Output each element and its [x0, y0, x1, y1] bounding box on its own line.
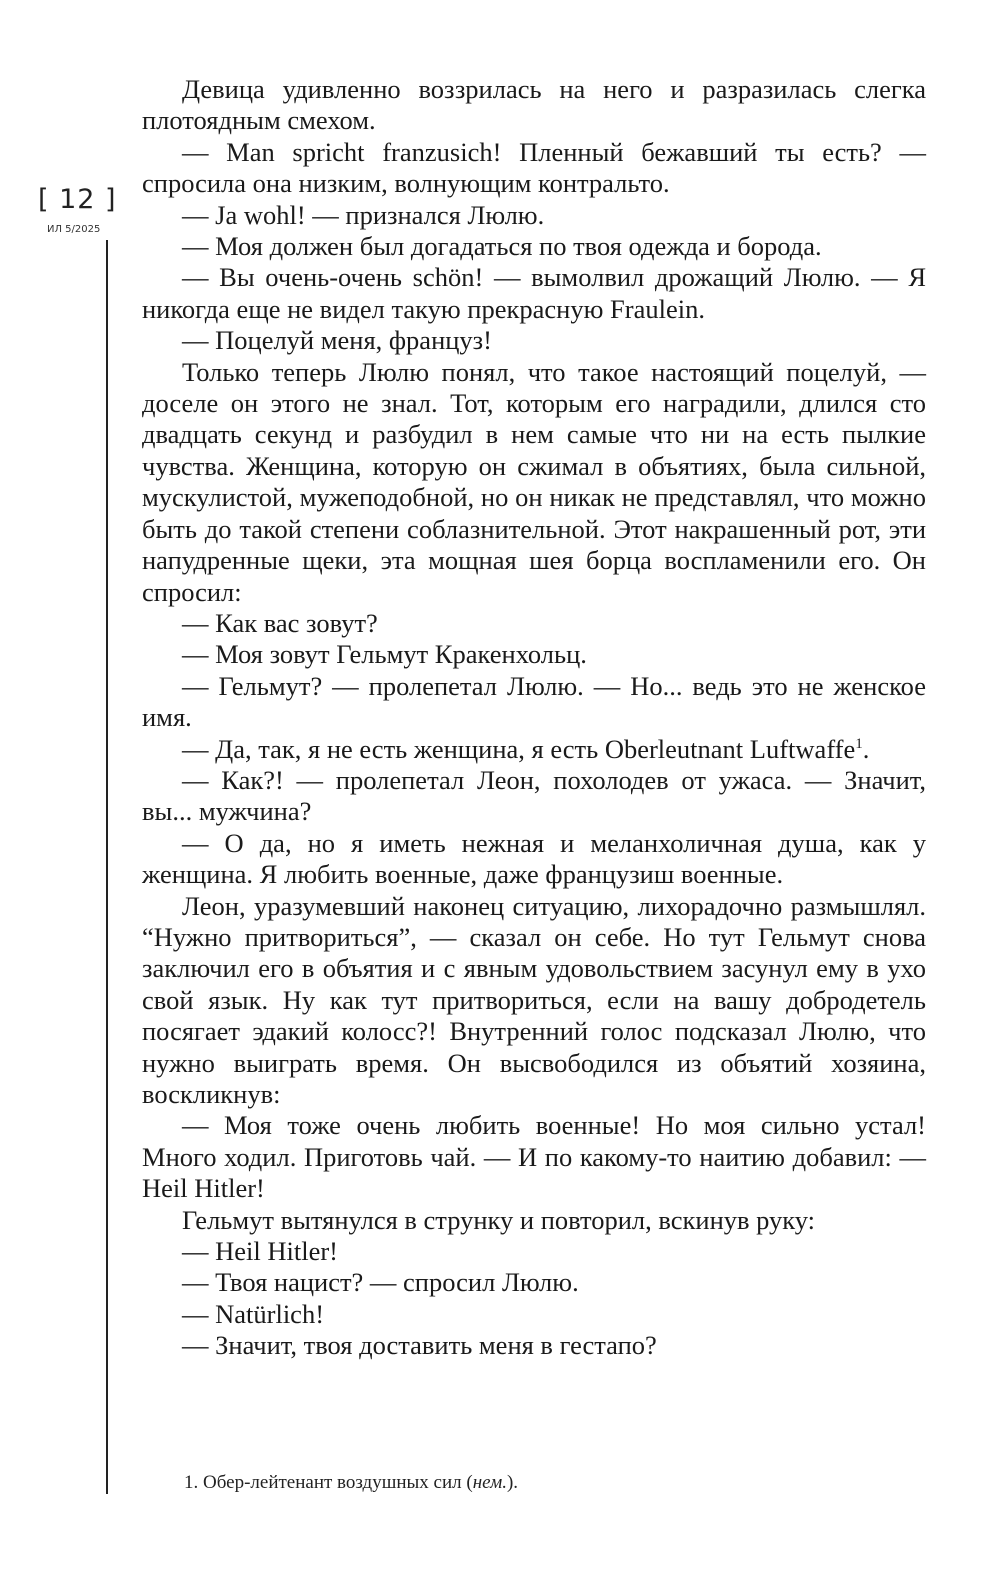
paragraph: Гельмут вытянулся в струнку и повторил, вскинув руку: — [182, 1204, 816, 1235]
paragraph: — Как вас зовут? — [182, 607, 378, 638]
footnote-lang: нем. — [472, 1472, 507, 1493]
paragraph: — Как?! — пролепетал Леон, похолодев от ужаса. — Значит, вы... мужчина? — [142, 764, 926, 827]
paragraph: — О да, но я иметь нежная и меланхоличная душа, как у женщина. Я любить военные, даже французиш военные. — [142, 827, 926, 890]
footnote-close: ). — [506, 1472, 519, 1493]
page-number: [ 12 ] — [38, 184, 117, 215]
paragraph: — Ja wohl! — признался Люлю. — [182, 199, 545, 230]
paragraph-with-footnote — [142, 734, 926, 765]
footnote-marker: 1 — [855, 735, 863, 752]
footnote — [184, 1472, 518, 1494]
paragraph: — Моя должен был догадаться по твоя одежда и борода. — [182, 231, 822, 262]
body-text — [142, 74, 926, 1362]
paragraph-text: — Да, так, я не есть женщина, я есть Oberleutnant Luftwaffe — [182, 733, 856, 764]
paragraph: — Вы очень-очень schön! — вымолвил дрожащий Люлю. — Я никогда еще не видел такую прекрасную Fraulein. — [142, 262, 926, 324]
paragraph: — Моя зовут Гельмут Кракенхольц. — [182, 639, 587, 670]
paragraph: — Моя тоже очень любить военные! Но моя сильно устал! Много ходил. Приготовь чай. — И по какому-то наитию добавил: — Heil Hitler! — [142, 1110, 926, 1204]
paragraph-end: . — [862, 733, 870, 764]
paragraph: Леон, уразумевший наконец ситуацию, лихорадочно размышлял. “Нужно притвориться”, — сказал он себе. Но тут Гельмут снова заключил его в объятия и с явным удовольствием засунул ему в ухо свой язык. Ну как тут притвориться, если на вашу добродетель посягает эдакий колосс?! Внутренний голос подсказал Люлю, что нужно выиграть время. Он высвободился из объятий хозяина, воскликнув: — [142, 890, 926, 1109]
margin-rule — [106, 240, 108, 1494]
paragraph: — Гельмут? — пролепетал Люлю. — Но... ведь это не женское имя. — [142, 670, 926, 733]
paragraph: — Поцелуй меня, француз! — [182, 325, 492, 356]
paragraph: — Natürlich! — [182, 1298, 325, 1329]
footnote-text: Обер-лейтенант воздушных сил ( — [203, 1472, 473, 1493]
paragraph: — Твоя нацист? — спросил Люлю. — [182, 1267, 579, 1298]
paragraph: — Heil Hitler! — [182, 1236, 339, 1267]
paragraph: Девица удивленно воззрилась на него и разразилась слегка плотоядным смехом. — [142, 74, 926, 136]
footnote-number: 1. — [184, 1472, 199, 1493]
paragraph: — Man spricht franzusich! Пленный бежавший ты есть? — спросила она низким, волнующим контральто. — [142, 136, 926, 199]
paragraph: — Значит, твоя доставить меня в гестапо? — [182, 1330, 657, 1361]
issue-label: ИЛ 5/2025 — [47, 224, 101, 235]
paragraph: Только теперь Люлю понял, что такое настоящий поцелуй, — доселе он этого не знал. Тот, которым его наградили, длился сто двадцать секунд и разбудил в нем самые что ни на есть пылкие чувства. Женщина, которую он сжимал в объятиях, была сильной, мускулистой, мужеподобной, но он никак не представлял, что можно быть до такой степени соблазнительной. Этот накрашенный рот, эти напудренные щеки, эта мощная шея борца воспламенили его. Он спросил: — [142, 356, 926, 607]
